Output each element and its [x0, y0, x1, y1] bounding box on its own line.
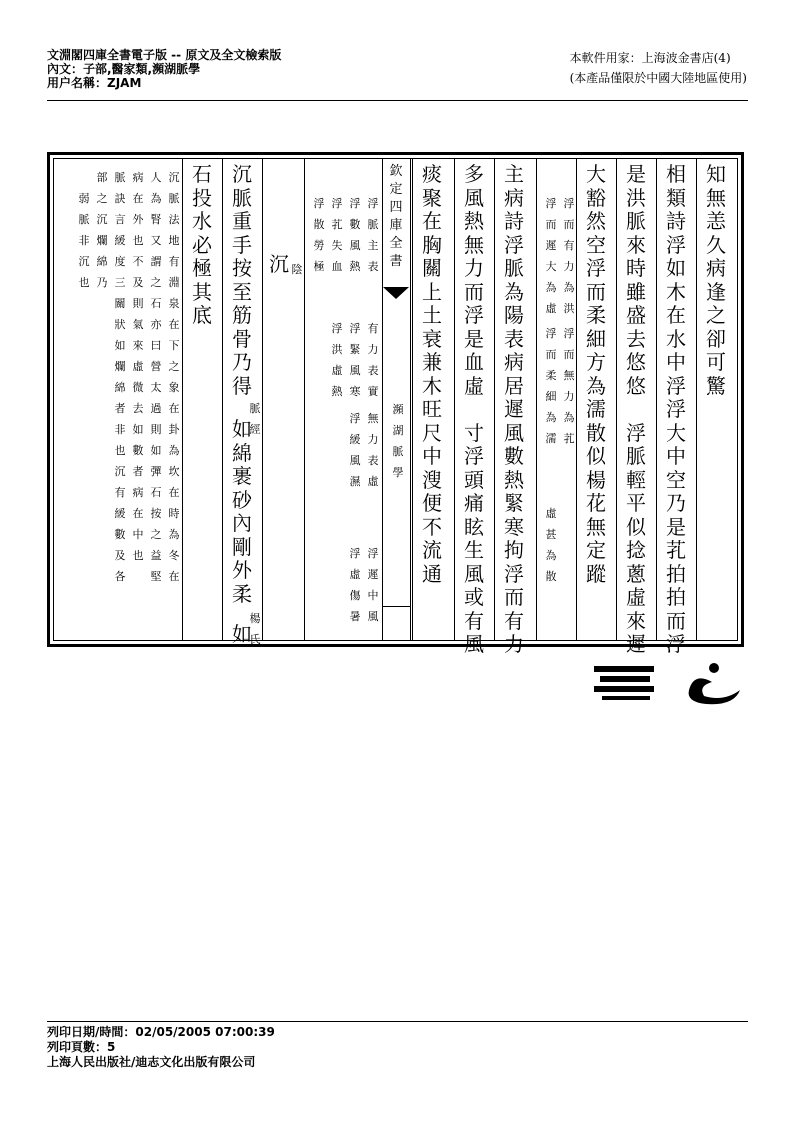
center-line-left — [382, 159, 383, 640]
print-time: 列印日期/時間：02/05/2005 07:00:39 — [47, 1025, 275, 1039]
header-left — [47, 48, 281, 90]
header-right — [570, 48, 747, 88]
column-rule — [696, 159, 697, 640]
text-column-c10a: 浮 數 風 熱 — [349, 197, 361, 273]
print-pages: 列印頁數：5 — [47, 1040, 116, 1054]
text-column-c11a: 浮 芤 失 血 — [331, 197, 343, 273]
text-column-c1: 知 無 恙 久 病 逢 之 卻 可 驚 — [706, 162, 726, 398]
text-column-c7: 多 風 熱 無 力 而 浮 是 血 虛 寸 浮 頭 痛 眩 生 風 或 有 風 — [464, 162, 484, 656]
footer — [47, 1025, 275, 1070]
text-column-c10b: 浮 緊 風 寒 — [349, 322, 361, 398]
column-rule — [182, 159, 183, 640]
text-column-c16f: 弱 脈 非 沉 也 — [78, 192, 90, 289]
column-rule — [616, 159, 617, 640]
text-column-c9a: 浮 脈 主 表 — [367, 197, 379, 273]
text-column-c3: 是 洪 脈 來 時 雖 盛 去 悠 悠 浮 脈 輕 平 似 捻 蔥 虛 來 遲 — [626, 162, 646, 656]
page-frame — [47, 152, 744, 656]
header-licensee: 本軟件用家：上海波金書店(4) — [569, 51, 731, 65]
text-column-c10d: 浮 虛 傷 暑 — [349, 547, 361, 623]
text-column-c13: 沉 — [269, 252, 289, 276]
column-rule — [262, 159, 263, 640]
text-column-c10c: 浮 緩 風 濕 — [349, 412, 361, 488]
text-column-c14s: 脈 經 — [249, 402, 261, 436]
text-column-c14s2: 楊 氏 — [249, 612, 261, 646]
text-column-c5c: 浮 而 無 力 為 芤 — [563, 327, 575, 445]
center-title: 欽 定 四 庫 全 書 — [389, 164, 403, 269]
publisher-logo — [594, 660, 746, 712]
text-column-c12a: 浮 散 勞 極 — [313, 197, 325, 273]
column-rule — [656, 159, 657, 640]
header-restriction: (本產品僅限於中國大陸地區使用) — [569, 71, 747, 85]
text-column-c8: 痰 聚 在 胸 關 上 土 衰 兼 木 旺 尺 中 溲 便 不 流 通 — [422, 162, 442, 586]
text-column-c14b: 如 綿 裹 砂 內 剛 外 柔 — [232, 417, 252, 606]
text-area — [53, 158, 738, 656]
footer-divider — [47, 1021, 748, 1022]
column-rule — [412, 159, 413, 640]
text-column-c2: 相 類 詩 浮 如 木 在 水 中 浮 浮 大 中 空 乃 是 芤 拍 拍 而 浮 — [666, 162, 686, 656]
column-rule — [536, 159, 537, 640]
center-subtitle: 瀕 湖 脈 學 — [392, 403, 404, 479]
text-column-c9c: 無 力 表 虛 — [367, 412, 379, 488]
text-column-c5a: 浮 而 有 力 為 洪 — [563, 197, 575, 315]
text-column-c16e: 部 之 沉 爛 綿 乃 — [96, 171, 108, 289]
fish-tail-icon — [383, 287, 409, 299]
column-rule — [454, 159, 455, 640]
header-divider — [47, 100, 748, 101]
column-rule — [576, 159, 577, 640]
text-column-c9b: 有 力 表 實 — [367, 322, 379, 398]
publisher: 上海人民出版社/迪志文化出版有限公司 — [47, 1055, 256, 1069]
text-column-c6: 主 病 詩 浮 脈 為 陽 表 病 居 遲 風 數 熱 緊 寒 拘 浮 而 有 力 — [504, 162, 524, 656]
column-rule — [494, 159, 495, 640]
text-column-c15: 石 投 水 必 極 其 底 — [192, 162, 212, 327]
text-column-c5e: 虛 甚 為 散 — [545, 507, 557, 583]
text-column-c16d: 脈 訣 言 緩 度 三 關 狀 如 爛 綿 者 非 也 沉 有 緩 數 及 各 — [114, 171, 126, 583]
header-user: 用户名稱：ZJAM — [47, 76, 142, 90]
header-content: 內文：子部,醫家類,瀕湖脈學 — [47, 62, 201, 76]
text-column-c14: 沉 脈 重 手 按 至 筋 骨 乃 得 — [232, 162, 252, 398]
text-column-c16c: 病 在 外 也 不 及 則 氣 來 虛 微 去 如 數 者 病 在 中 也 — [132, 171, 144, 562]
column-rule — [222, 159, 223, 640]
text-column-c16b: 人 為 腎 又 謂 之 石 亦 曰 營 太 過 則 如 彈 石 按 之 益 堅 — [150, 171, 162, 583]
text-column-c11b: 浮 洪 虛 熱 — [331, 322, 343, 398]
text-column-c5b: 浮 而 遲 大 為 虛 — [545, 197, 557, 315]
text-column-c5d: 浮 而 柔 細 為 濡 — [545, 327, 557, 445]
text-column-c13s: 陰 — [291, 263, 303, 276]
column-rule — [304, 159, 305, 640]
header-title: 文淵閣四庫全書電子版 -- 原文及全文檢索版 — [47, 48, 282, 62]
center-line-right — [410, 159, 411, 640]
text-column-c14c: 如 — [232, 622, 252, 646]
text-column-c4: 大 豁 然 空 浮 而 柔 細 方 為 濡 散 似 楊 花 無 定 蹤 — [586, 162, 606, 586]
text-column-c16a: 沉 脈 法 地 有 淵 泉 在 下 之 象 在 卦 為 坎 在 時 為 冬 在 — [168, 171, 180, 583]
center-rule — [382, 606, 410, 607]
text-column-c9d: 浮 遲 中 風 — [367, 547, 379, 623]
